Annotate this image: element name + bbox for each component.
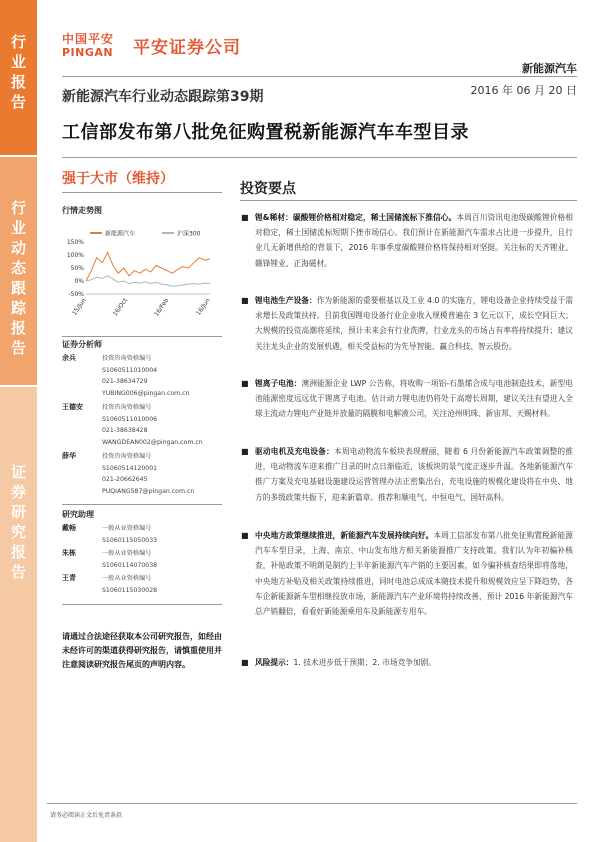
sidebar-label-dynamic-report bbox=[0, 198, 37, 358]
analyst-detail-line: 投资咨询资格编号 bbox=[102, 453, 152, 460]
analyst-name: 余兵 bbox=[62, 354, 76, 362]
analyst-details bbox=[102, 402, 203, 448]
sidebar-char: 券 bbox=[10, 483, 26, 501]
sidebar-char: 报 bbox=[10, 73, 26, 91]
key-point-text: 作为新能源的重要根基以及工业 4.0 的实施方，锂电设备企业持续受益于需求增长及政策扶持。目前我国锂电设备行业企业收入规模普遍在 3 亿元以下，成长空间巨大；大规模的投资高潮将延续，预计未来会有行业洗牌，行业龙头的市场占有率将持续提升；建议关注龙头企业的发展机遇，相关受益标的为先导智能、赢合科技、智云股份。 bbox=[255, 296, 573, 351]
analysts-divider bbox=[62, 336, 222, 337]
company-logo bbox=[62, 30, 114, 59]
key-point-text: 澳洲能源企业 LWP 公告称，将收购一项铝-石墨烯合成与电池制造技术，新型电池能源密度远远优于锂离子电池。估计动力锂电池仍将处于高增长周期，建议关注有望进入全球主流动力锂电产业链并放量的隔膜和电解液公司，关注沧州明珠、新宙邦、天赐材料。 bbox=[255, 379, 573, 419]
sidebar-char: 业 bbox=[10, 53, 26, 71]
analyst-detail-line: 021-38638428 bbox=[102, 427, 148, 435]
square-bullet-icon: ■ bbox=[241, 531, 249, 540]
x-tick-label: 16/Oct bbox=[111, 297, 129, 318]
y-tick-label: 0% bbox=[74, 278, 84, 285]
analyst-detail-line: S1060511010006 bbox=[102, 415, 158, 423]
analysts-heading: 证券分析师 bbox=[62, 340, 102, 349]
assistant-details bbox=[102, 573, 157, 596]
analyst-name: 王德安 bbox=[62, 403, 83, 411]
analyst-name: 薛华 bbox=[62, 452, 76, 460]
key-point-lead: 驱动电机及充电设备： bbox=[255, 447, 334, 456]
analyst-detail-line: S1060514120001 bbox=[102, 464, 158, 472]
sidebar-char: 行 bbox=[10, 199, 26, 217]
sidebar-char: 告 bbox=[10, 339, 26, 357]
square-bullet-icon: ■ bbox=[241, 379, 249, 388]
report-title: 工信部发布第八批免征购置税新能源汽车车型目录 bbox=[62, 122, 469, 143]
logo-english: PINGAN bbox=[62, 46, 114, 59]
analyst-card bbox=[62, 402, 232, 450]
analyst-details bbox=[102, 451, 194, 497]
assistant-card bbox=[62, 523, 232, 547]
assistant-details bbox=[102, 548, 157, 571]
investment-rating: 强于大市（维持） bbox=[62, 171, 174, 187]
legend-label: 沪深300 bbox=[177, 230, 201, 238]
y-tick-label: -50% bbox=[68, 291, 84, 298]
analyst-detail-line: 投资咨询资格编号 bbox=[102, 404, 152, 411]
analyst-details bbox=[102, 353, 189, 399]
sidebar-band bbox=[0, 0, 37, 842]
disclaimer-divider bbox=[62, 604, 222, 605]
key-points-title: 投资要点 bbox=[240, 181, 296, 197]
x-tick-label: 16/Jun bbox=[194, 297, 212, 317]
sidebar-char: 动 bbox=[10, 239, 26, 257]
key-point-text: 本周电动物流车板块表现靓丽，随着 6 月份新能源汽车政策调整的推进，电动物流车迎来推广目录的时点日渐临近，该板块的景气度正逐步升温。各地新能源汽车推广方案及充电基础设施建设运营管理办法正密集出台，充电设施的规模化建设将在中央、地方的多级政策共振下，迎来新篇章。推荐和顺电气、中恒电气、国轩高科。 bbox=[255, 447, 573, 502]
key-point-text: 本周百川资讯电池级碳酸锂价格相对稳定，稀土国储流标短期下挫市场信心。我们预计在新能源汽车需求占比进一步提升，且行业几无新增供给的背景下，2016 年事季度碳酸锂价格将保持相对坚挺。关注标的天齐锂业、赣锋锂业、正海磁材。 bbox=[255, 213, 573, 268]
key-point-lead: 锂电池生产设备： bbox=[255, 296, 317, 305]
analyst-card bbox=[62, 451, 232, 499]
sidebar-char: 证 bbox=[10, 463, 26, 481]
analyst-email[interactable]: PUQIANG587@pingan.com.cn bbox=[102, 487, 195, 495]
assistant-name: 王青 bbox=[62, 574, 76, 582]
report-series: 新能源汽车行业动态跟踪第39期 bbox=[62, 89, 264, 105]
assistant-name: 戴畅 bbox=[62, 524, 76, 532]
sidebar-char: 报 bbox=[10, 319, 26, 337]
key-point bbox=[241, 376, 573, 422]
assistant-details bbox=[102, 523, 157, 546]
sidebar-char: 告 bbox=[10, 93, 26, 111]
y-tick-label: 100% bbox=[66, 252, 84, 259]
assistant-detail-line: 一般从业资格编号 bbox=[102, 550, 152, 557]
trend-heading: 行情走势图 bbox=[62, 206, 102, 215]
footer-note: 请务必阅读正文后免责条款 bbox=[50, 812, 123, 819]
key-point-text: 1. 技术进步低于预期；2. 市场竞争加剧。 bbox=[293, 658, 437, 667]
trend-chart bbox=[62, 224, 222, 324]
key-point-lead: 中央地方政策继续推进，新能源汽车发展持续向好。 bbox=[255, 531, 434, 540]
legend-label: 新能源汽车 bbox=[105, 230, 136, 238]
sidebar-char: 态 bbox=[10, 259, 26, 277]
analyst-detail-line: 021-20662645 bbox=[102, 476, 148, 484]
series-line bbox=[86, 276, 210, 286]
assistant-detail-line: S1060115050033 bbox=[102, 536, 158, 544]
analyst-detail-line: S1060511010004 bbox=[102, 366, 158, 374]
sidebar-segment-research bbox=[0, 385, 37, 842]
report-date: 2016 年 06 月 20 日 bbox=[470, 84, 577, 97]
y-tick-label: 50% bbox=[70, 265, 84, 272]
access-disclaimer: 请通过合法途径获取本公司研究报告，如经由未经许可的渠道获得研究报告，请慎重使用并注意阅读研究报告尾页的声明内容。 bbox=[62, 632, 222, 669]
sidebar-char: 报 bbox=[10, 543, 26, 561]
analyst-email[interactable]: YUBING006@pingan.com.cn bbox=[102, 389, 190, 397]
sidebar-char: 告 bbox=[10, 563, 26, 581]
analyst-detail-line: 投资咨询资格编号 bbox=[102, 355, 152, 362]
assistants-heading: 研究助理 bbox=[62, 510, 94, 519]
x-tick-label: 16/Feb bbox=[152, 297, 171, 318]
square-bullet-icon: ■ bbox=[241, 296, 249, 305]
assistant-detail-line: 一般从业资格编号 bbox=[102, 575, 152, 582]
sidebar-label-industry-report bbox=[0, 32, 37, 112]
assistant-card bbox=[62, 548, 232, 572]
title-divider bbox=[62, 157, 577, 158]
key-point-lead: 风险提示： bbox=[255, 658, 294, 667]
footer-divider bbox=[47, 803, 577, 804]
sector-tag: 新能源汽车 bbox=[522, 62, 577, 75]
key-point-lead: 锂&稀材：碳酸锂价格相对稳定，稀土国储流标下推信心。 bbox=[255, 213, 457, 222]
square-bullet-icon: ■ bbox=[241, 213, 249, 222]
key-point-lead: 锂离子电池： bbox=[255, 379, 302, 388]
assistant-detail-line: S1060115030028 bbox=[102, 586, 158, 594]
analyst-card bbox=[62, 353, 232, 401]
assistant-name: 朱栋 bbox=[62, 549, 76, 557]
sidebar-char: 踪 bbox=[10, 299, 26, 317]
rating-divider bbox=[62, 192, 222, 193]
analyst-detail-line: 021-38634729 bbox=[102, 378, 148, 386]
header-divider bbox=[62, 76, 577, 77]
assistant-detail-line: 一般从业资格编号 bbox=[102, 525, 152, 532]
key-points-divider bbox=[240, 200, 577, 201]
logo-chinese: 中国平安 bbox=[62, 32, 115, 46]
company-name: 平安证券公司 bbox=[133, 38, 241, 58]
trend-chart-svg bbox=[62, 224, 222, 324]
key-point bbox=[241, 293, 573, 354]
assistant-detail-line: S1060114070038 bbox=[102, 561, 158, 569]
sidebar-char: 行 bbox=[10, 33, 26, 51]
assistants-divider bbox=[62, 504, 222, 505]
sidebar-char: 究 bbox=[10, 523, 26, 541]
square-bullet-icon: ■ bbox=[241, 447, 249, 456]
key-point bbox=[241, 528, 573, 619]
sidebar-char: 跟 bbox=[10, 279, 26, 297]
x-tick-label: 15/Jun bbox=[70, 297, 88, 317]
sidebar-char: 业 bbox=[10, 219, 26, 237]
sidebar-char: 研 bbox=[10, 503, 26, 521]
square-bullet-icon: ■ bbox=[241, 658, 249, 667]
key-point bbox=[241, 444, 573, 505]
key-point-text: 本周工信部发布第八批免征购置税新能源汽车车型目录，上海、南京、中山发布地方相关新能源推广支持政策。我们认为年初骗补核查，补贴政策不明朗是制约上半年新能源汽车产销的主要因素，如今骗补核查结果即将落地，中央地方补贴及相关政策持续推进，同时电池总成成本随技术提升和规模效应呈下降趋势，各车企新能源新车型相继投放市场，新能源汽车产业环境将持续改善，预计 2016 年新能源汽车总产销翻倍，看看好新能源乘用车及新能源专用车。 bbox=[255, 531, 573, 617]
assistant-card bbox=[62, 573, 232, 597]
sidebar-label-research-report bbox=[0, 462, 37, 582]
key-point bbox=[241, 210, 573, 271]
analyst-email[interactable]: WANGDEAN002@pingan.com.cn bbox=[102, 438, 203, 446]
key-point bbox=[241, 655, 573, 670]
y-tick-label: 150% bbox=[66, 239, 84, 246]
